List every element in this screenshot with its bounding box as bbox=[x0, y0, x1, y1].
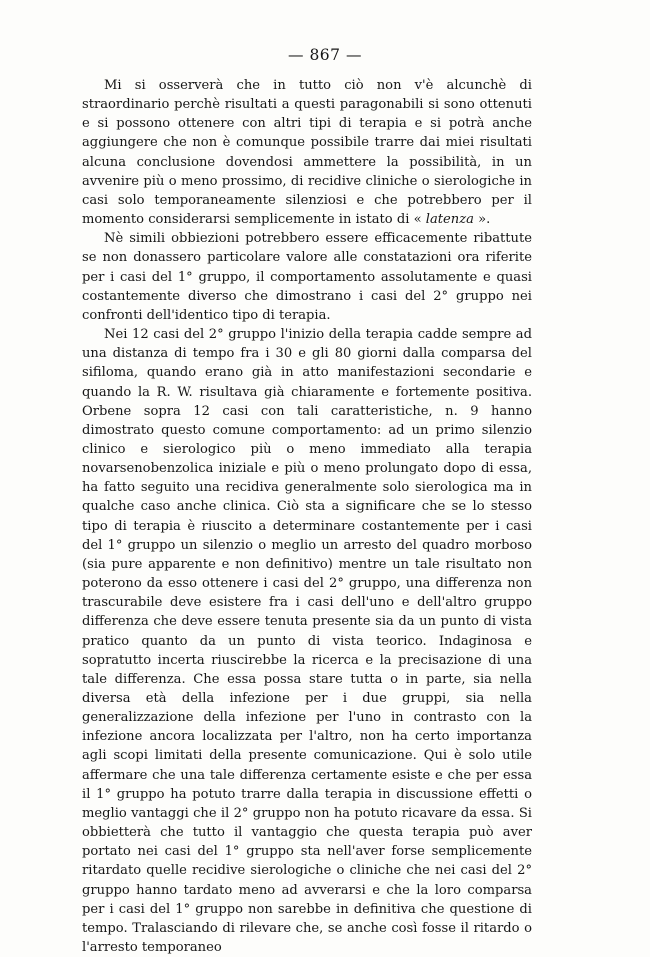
paragraph-2: Nè simili obbiezioni potrebbero essere efficacemente ribattute se non donassero particolare valore alle constatazioni ora riferite per i casi del 1° gruppo, il comportamento assolutamente e quasi costantemente diverso che dimostrano i casi del 2° gruppo nei confronti dell'identico tipo di terapia. bbox=[82, 231, 532, 323]
emphasis-latenza: latenza bbox=[425, 212, 474, 228]
paragraph-1-text: Mi si osserverà che in tutto ciò non v'è alcunchè di straordinario perchè risultati a questi paragonabili si sono ottenuti e si possono ottenere con altri tipi di terapia e si potrà anche aggiungere che non è comunque possibile trarre dai miei risultati alcuna conclusione dovendosi ammettere la possibilità, in un avvenire più o meno prossimo, di recidive cliniche o sierologiche in casi solo temporaneamente silenziosi e che potrebbero per il momento considerarsi semplicemente in istato di « bbox=[82, 78, 532, 228]
page-number: — 867 — bbox=[288, 46, 362, 64]
body-text bbox=[82, 76, 532, 957]
paragraph-3: Nei 12 casi del 2° gruppo l'inizio della terapia cadde sempre ad una distanza di tempo fra i 30 e gli 80 giorni dalla comparsa del sifiloma, quando erano già in atto manifestazioni secondarie e quando la R. W. risultava già chiaramente e fortemente positiva. Orbene sopra 12 casi con tali caratteristiche, n. 9 hanno dimostrato questo comune comportamento: ad un primo silenzio clinico e sierologico più o meno immediato alla terapia novarsenobenzolica iniziale e più o meno prolungato dopo di essa, ha fatto seguito una recidiva generalmente solo sierologica ma in qualche caso anche clinica. Ciò sta a significare che se lo stesso tipo di terapia è riuscito a determinare costantemente per i casi del 1° gruppo un silenzio o meglio un arresto del quadro morboso (sia pure apparente e non definitivo) mentre un tale risultato non poterono da esso ottenere i casi del 2° gruppo, una differenza non trascurabile deve esistere fra i casi dell'uno e dell'altro gruppo differenza che deve essere tenuta presente sia da un punto di vista pratico quanto da un punto di vista teorico. Indaginosa e sopratutto incerta riuscirebbe la ricerca e la precisazione di una tale differenza. Che essa possa stare tutta o in parte, sia nella diversa età della infezione per i due gruppi, sia nella generalizzazione della infezione per l'uno in contrasto con la infezione ancora localizzata per l'altro, non ha certo importanza agli scopi limitati della presente comunicazione. Qui è solo utile affermare che una tale differenza certamente esiste e che per essa il 1° gruppo ha potuto trarre dalla terapia in discussione effetti o meglio vantaggi che il 2° gruppo non ha potuto ricavare da essa. Si obbietterà che tutto il vantaggio che questa terapia può aver portato nei casi del 1° gruppo sta nell'aver forse semplicemente ritardato quelle recidive sierologiche o cliniche che nei casi del 2° gruppo hanno tardato meno ad avverarsi e che la loro comparsa per i casi del 1° gruppo non sarebbe in definitiva che questione di tempo. Tralasciando di rilevare che, se anche così fosse il ritardo o l'arresto temporaneo bbox=[82, 327, 532, 956]
paragraph-1 bbox=[82, 76, 532, 229]
paragraph-1-end: ». bbox=[473, 212, 491, 228]
